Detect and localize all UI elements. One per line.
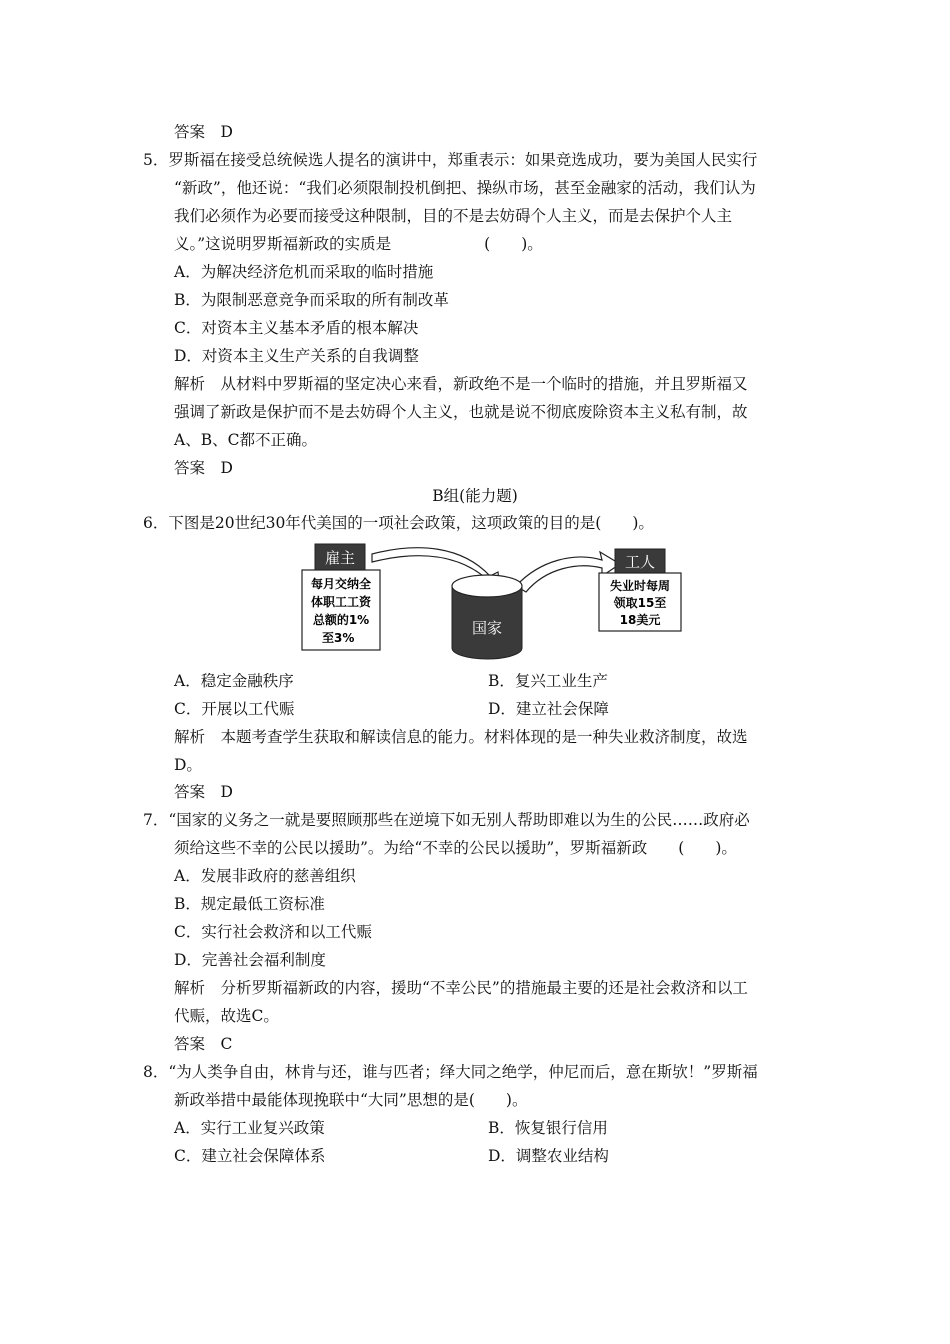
worker-label: 工人	[624, 553, 656, 571]
q5-option-d: D．对资本主义生产关系的自我调整	[174, 347, 419, 365]
group-b-heading: B组(能力题)	[432, 487, 518, 505]
q6-option-d: D．建立社会保障	[488, 700, 609, 718]
q6-analysis-line-1: 解析 本题考查学生获取和解读信息的能力。材料体现的是一种失业救济制度，故选	[174, 728, 748, 746]
q6-option-a: A．稳定金融秩序	[174, 672, 294, 690]
q6-analysis-line-2: D。	[174, 756, 202, 774]
q5-option-a: A．为解决经济危机而采取的临时措施	[174, 263, 434, 281]
q7-option-d: D．完善社会福利制度	[174, 951, 326, 969]
q7-option-c: C．实行社会救济和以工代赈	[174, 923, 372, 941]
employer-text-3: 总额的1%	[312, 613, 370, 627]
q5-answer: 答案 D	[174, 459, 233, 477]
q8-option-b: B．恢复银行信用	[488, 1119, 608, 1137]
q5-analysis-line-3: A、B、C都不正确。	[174, 431, 317, 449]
q7-answer: 答案 C	[174, 1035, 233, 1053]
q8-stem-line-2: 新政举措中最能体现挽联中“大同”思想的是( )。	[174, 1091, 528, 1109]
q8-option-c: C．建立社会保障体系	[174, 1147, 326, 1165]
state-label: 国家	[471, 619, 503, 637]
q8-option-a: A．实行工业复兴政策	[174, 1119, 325, 1137]
q6-answer: 答案 D	[174, 783, 233, 801]
q5-stem-line-1: 5．罗斯福在接受总统候选人提名的演讲中，郑重表示：如果竞选成功，要为美国人民实行	[143, 151, 758, 169]
worker-text-3: 18美元	[619, 613, 661, 627]
q5-option-c: C．对资本主义基本矛盾的根本解决	[174, 319, 419, 337]
q7-stem-line-2: 须给这些不幸的公民以援助”。为给“不幸的公民以援助”，罗斯福新政 ( )。	[174, 839, 737, 857]
q7-option-b: B．规定最低工资标准	[174, 895, 325, 913]
q6-option-b: B．复兴工业生产	[488, 672, 608, 690]
q5-stem-line-3: 我们必须作为必要而接受这种限制，目的不是去妨碍个人主义，而是去保护个人主	[174, 207, 733, 225]
q5-option-b: B．为限制恶意竞争而采取的所有制改革	[174, 291, 449, 309]
q4-answer: 答案 D	[174, 123, 233, 141]
q6-option-c: C．开展以工代赈	[174, 700, 295, 718]
worker-text-2: 领取15至	[613, 596, 667, 610]
q7-analysis-line-1: 解析 分析罗斯福新政的内容，援助“不幸公民”的措施最主要的还是社会救济和以工	[174, 979, 748, 997]
q7-option-a: A．发展非政府的慈善组织	[174, 867, 356, 885]
q8-option-d: D．调整农业结构	[488, 1147, 609, 1165]
q7-analysis-line-2: 代赈，故选C。	[174, 1007, 279, 1025]
social-security-diagram	[290, 540, 690, 662]
employer-text-2: 体职工工资	[310, 595, 372, 609]
q7-stem-line-1: 7．“国家的义务之一就是要照顾那些在逆境下如无别人帮助即难以为生的公民……政府必	[143, 811, 750, 829]
q5-stem-line-2: “新政”，他还说：“我们必须限制投机倒把、操纵市场，甚至金融家的活动，我们认为	[174, 179, 756, 197]
employer-label: 雇主	[324, 549, 356, 567]
q5-stem-line-4: 义。”这说明罗斯福新政的实质是 ( )。	[174, 235, 543, 253]
employer-text-4: 至3%	[322, 631, 355, 645]
worker-text-1: 失业时每周	[609, 579, 671, 593]
state-cylinder-top	[452, 575, 522, 597]
employer-text-1: 每月交纳全	[310, 577, 372, 591]
q5-analysis-line-1: 解析 从材料中罗斯福的坚定决心来看，新政绝不是一个临时的措施，并且罗斯福又	[174, 375, 748, 393]
q8-stem-line-1: 8．“为人类争自由，林肯与还，谁与匹者；绎大同之绝学，仲尼而后，意在斯欤！”罗斯福	[143, 1063, 758, 1081]
q6-stem: 6．下图是20世纪30年代美国的一项社会政策，这项政策的目的是( )。	[143, 514, 654, 532]
q5-analysis-line-2: 强调了新政是保护而不是去妨碍个人主义，也就是说不彻底废除资本主义私有制，故	[174, 403, 748, 421]
